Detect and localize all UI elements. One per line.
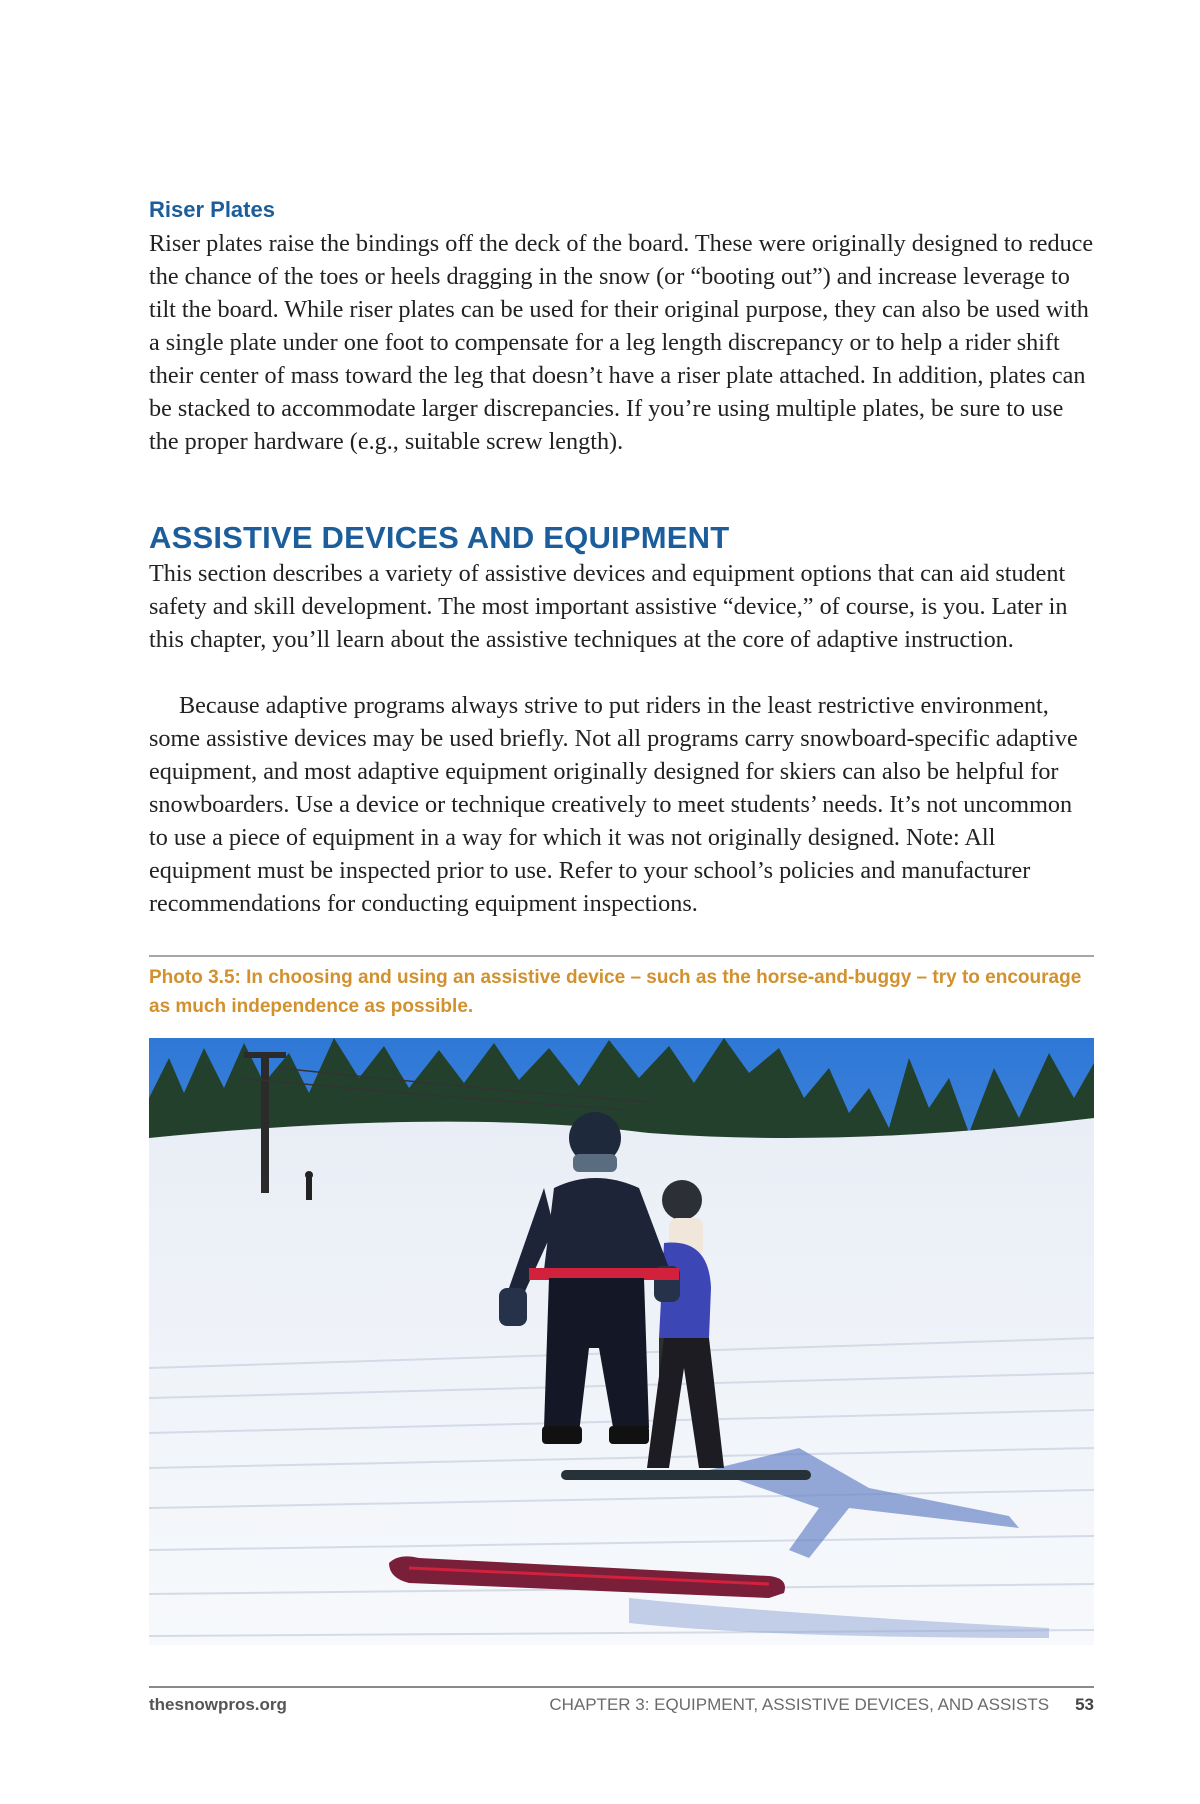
riser-plates-heading: Riser Plates <box>149 197 275 222</box>
footer-chapter: CHAPTER 3: EQUIPMENT, ASSISTIVE DEVICES, AND ASSISTS <box>549 1695 1050 1714</box>
footer-site: thesnowpros.org <box>149 1695 287 1714</box>
assistive-paragraph-1: This section describes a variety of assistive devices and equipment options that can aid student safety and skill development. The most important assistive “device,” of course, is you. Later in this chapter, you’ll learn about the assistive techniques at the core of adaptive instruction. <box>149 560 1068 653</box>
caption-divider <box>149 955 1094 957</box>
snowboard-photo <box>149 1038 1094 1645</box>
footer-chapter-info <box>549 1695 1094 1715</box>
assistive-paragraph-2: Because adaptive programs always strive to put riders in the least restrictive environment, some assistive devices may be used briefly. Not all programs carry snowboard-specific adaptive equipment, and most adaptive equipment originally designed for skiers can also be helpful for snowboarders. Use a device or technique creatively to meet students’ needs. It’s not uncommon to use a piece of equipment in a way for which it was not originally designed. Note: All equipment must be inspected prior to use. Refer to your school’s policies and manufacturer recommendations for conducting equipment inspections. <box>149 692 1078 917</box>
footer-divider <box>149 1686 1094 1688</box>
riser-plates-paragraph: Riser plates raise the bindings off the deck of the board. These were originally designed to reduce the chance of the toes or heels dragging in the snow (or “booting out”) and increase leverage to tilt the board. While riser plates can be used for their original purpose, they can also be used with a single plate under one foot to compensate for a leg length discrepancy or to help a rider shift their center of mass toward the leg that doesn’t have a riser plate attached. In addition, plates can be stacked to accommodate larger discrepancies. If you’re using multiple plates, be sure to use the proper hardware (e.g., suitable screw length). <box>149 230 1094 455</box>
photo-caption: Photo 3.5: In choosing and using an assistive device – such as the horse-and-buggy – try to encourage as much independence as possible. <box>149 967 1082 1017</box>
assistive-devices-heading: ASSISTIVE DEVICES AND EQUIPMENT <box>149 520 730 555</box>
page-number: 53 <box>1075 1695 1094 1714</box>
